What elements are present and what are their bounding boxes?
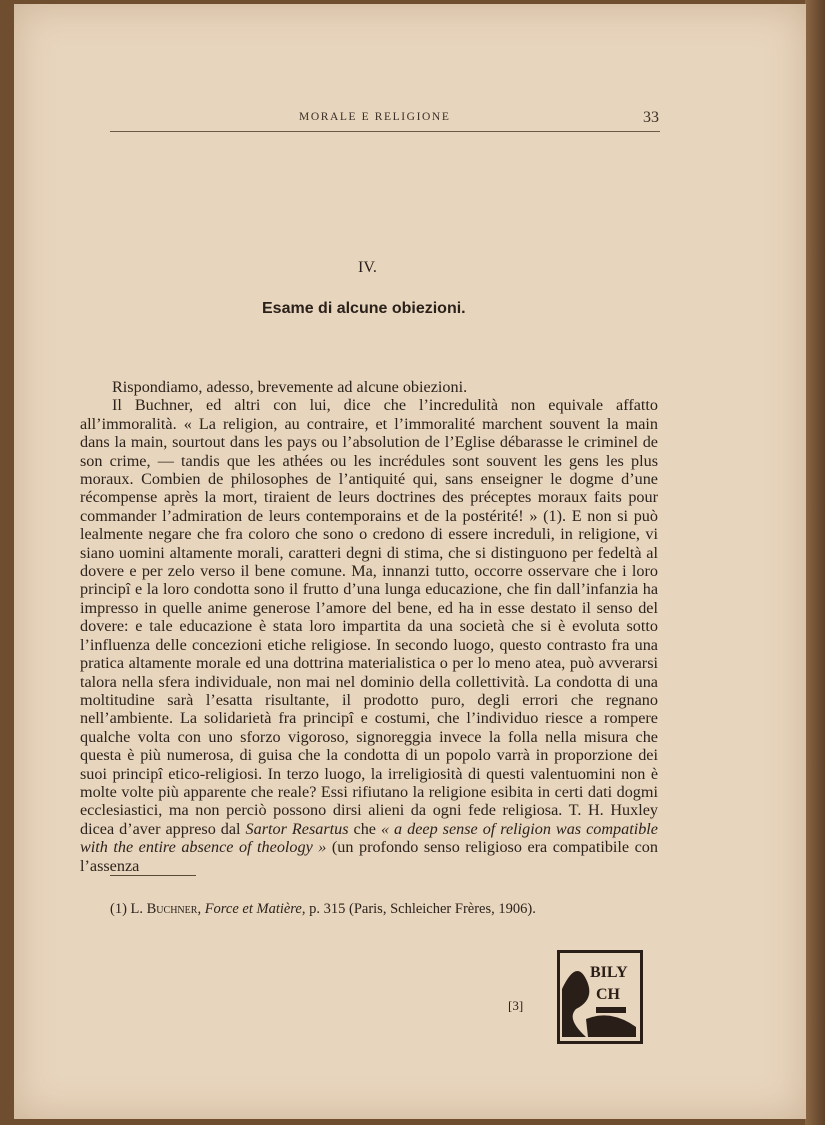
page-edge [805, 0, 825, 1125]
paragraph-2 [80, 396, 658, 875]
svg-text:BILY: BILY [590, 964, 628, 981]
paragraph-2-mid: che [348, 819, 381, 838]
body-text [80, 378, 658, 875]
paragraph-1 [80, 378, 658, 396]
paragraph-2-end: (un profondo senso religioso era compatibile con l’assenza [80, 838, 658, 875]
paragraph-1-text: Rispondiamo, adesso, brevemente ad alcune obiezioni. [112, 378, 468, 396]
library-stamp-icon [556, 949, 644, 1045]
chapter-title: Esame di alcune obiezioni. [262, 300, 466, 317]
paragraph-2-text: Il Buchner, ed altri con lui, dice che l’incredulità non equivale affatto all’immoralità. « La religion, au contraire, et l’immoralité marchent souvent la main dans la main, sourtout dans les pays ou l’absolution de l’Eglise débarasse le criminel de son crime, — tandis que les athées ou les incrédules sont souvent les gens les plus moraux. Combien de philosophes de l’antiquité qui, sans enseigner le dogme d’une récompense après la mort, tiraient de leurs doctrines des préceptes moraux faits pour commander l’admiration de leurs contemporains et de la postérité! » (1). E non si può lealmente negare che fra coloro che sono o credono di essere increduli, in religione, vi siano uomini altamente morali, caratteri degni di stima, che si distinguono per fedeltà al dovere e per zelo verso il bene comune. Ma, innanzi tutto, occorre osservare che i loro principî e la loro condotta sono il frutto d’una lunga educazione, che fin dall’infanzia ha impresso in quelle anime generose l’amore del bene, ed ha in esse destato il senso del dovere: e tale educazione è stata loro impartita da una società che si è evoluta sotto l’influenza delle concezioni etiche religiose. In secondo luogo, questo contrasto fra una pratica altamente morale ed una dottrina materialistica o per lo meno atea, può avverarsi talora nella sfera individuale, non mai nel dominio della collettività. La condotta di una moltitudine sarà l’esatta risultante, il prodotto puro, degli errori che regnano nell’ambiente. La solidarietà fra principî e costumi, che l’individuo riesce a rompere qualche volta con uno sforzo vigoroso, signoreggia invece la folla nella misura che questa è più numerosa, di guisa che la condotta di un popolo varrà in proporzione dei suoi principî etico-religiosi. In terzo luogo, la irreligiosità di questi valentuomini non è molte volte più apparente che reale? Essi rifiutano la religione esibita in certi dati dogmi ecclesiastici, ma non perciò possono dirsi alieni da ogni fede religiosa. T. H. Huxley dicea d’aver appreso dal [80, 396, 658, 838]
page-number: 33 [643, 109, 659, 126]
signature-mark: [3] [508, 998, 524, 1013]
chapter-number: IV. [358, 259, 377, 276]
footnote-marker: (1) L. [110, 901, 147, 917]
book-title: Sartor Resartus [245, 819, 349, 838]
huxley-quote: « a deep sense of religion was compatible with the entire absence of theology » [80, 819, 658, 857]
footnote-sep: , [197, 901, 205, 917]
footnote-rest: , p. 315 (Paris, Schleicher Frères, 1906). [301, 901, 536, 917]
footnote [110, 901, 536, 918]
footnote-author: Buchner [146, 901, 198, 917]
header-rule [110, 131, 660, 132]
footnote-work: Force et Matière [204, 901, 302, 917]
running-header-title: MORALE E RELIGIONE [299, 111, 451, 123]
footnote-rule [110, 875, 196, 876]
svg-text:CH: CH [596, 986, 620, 1003]
